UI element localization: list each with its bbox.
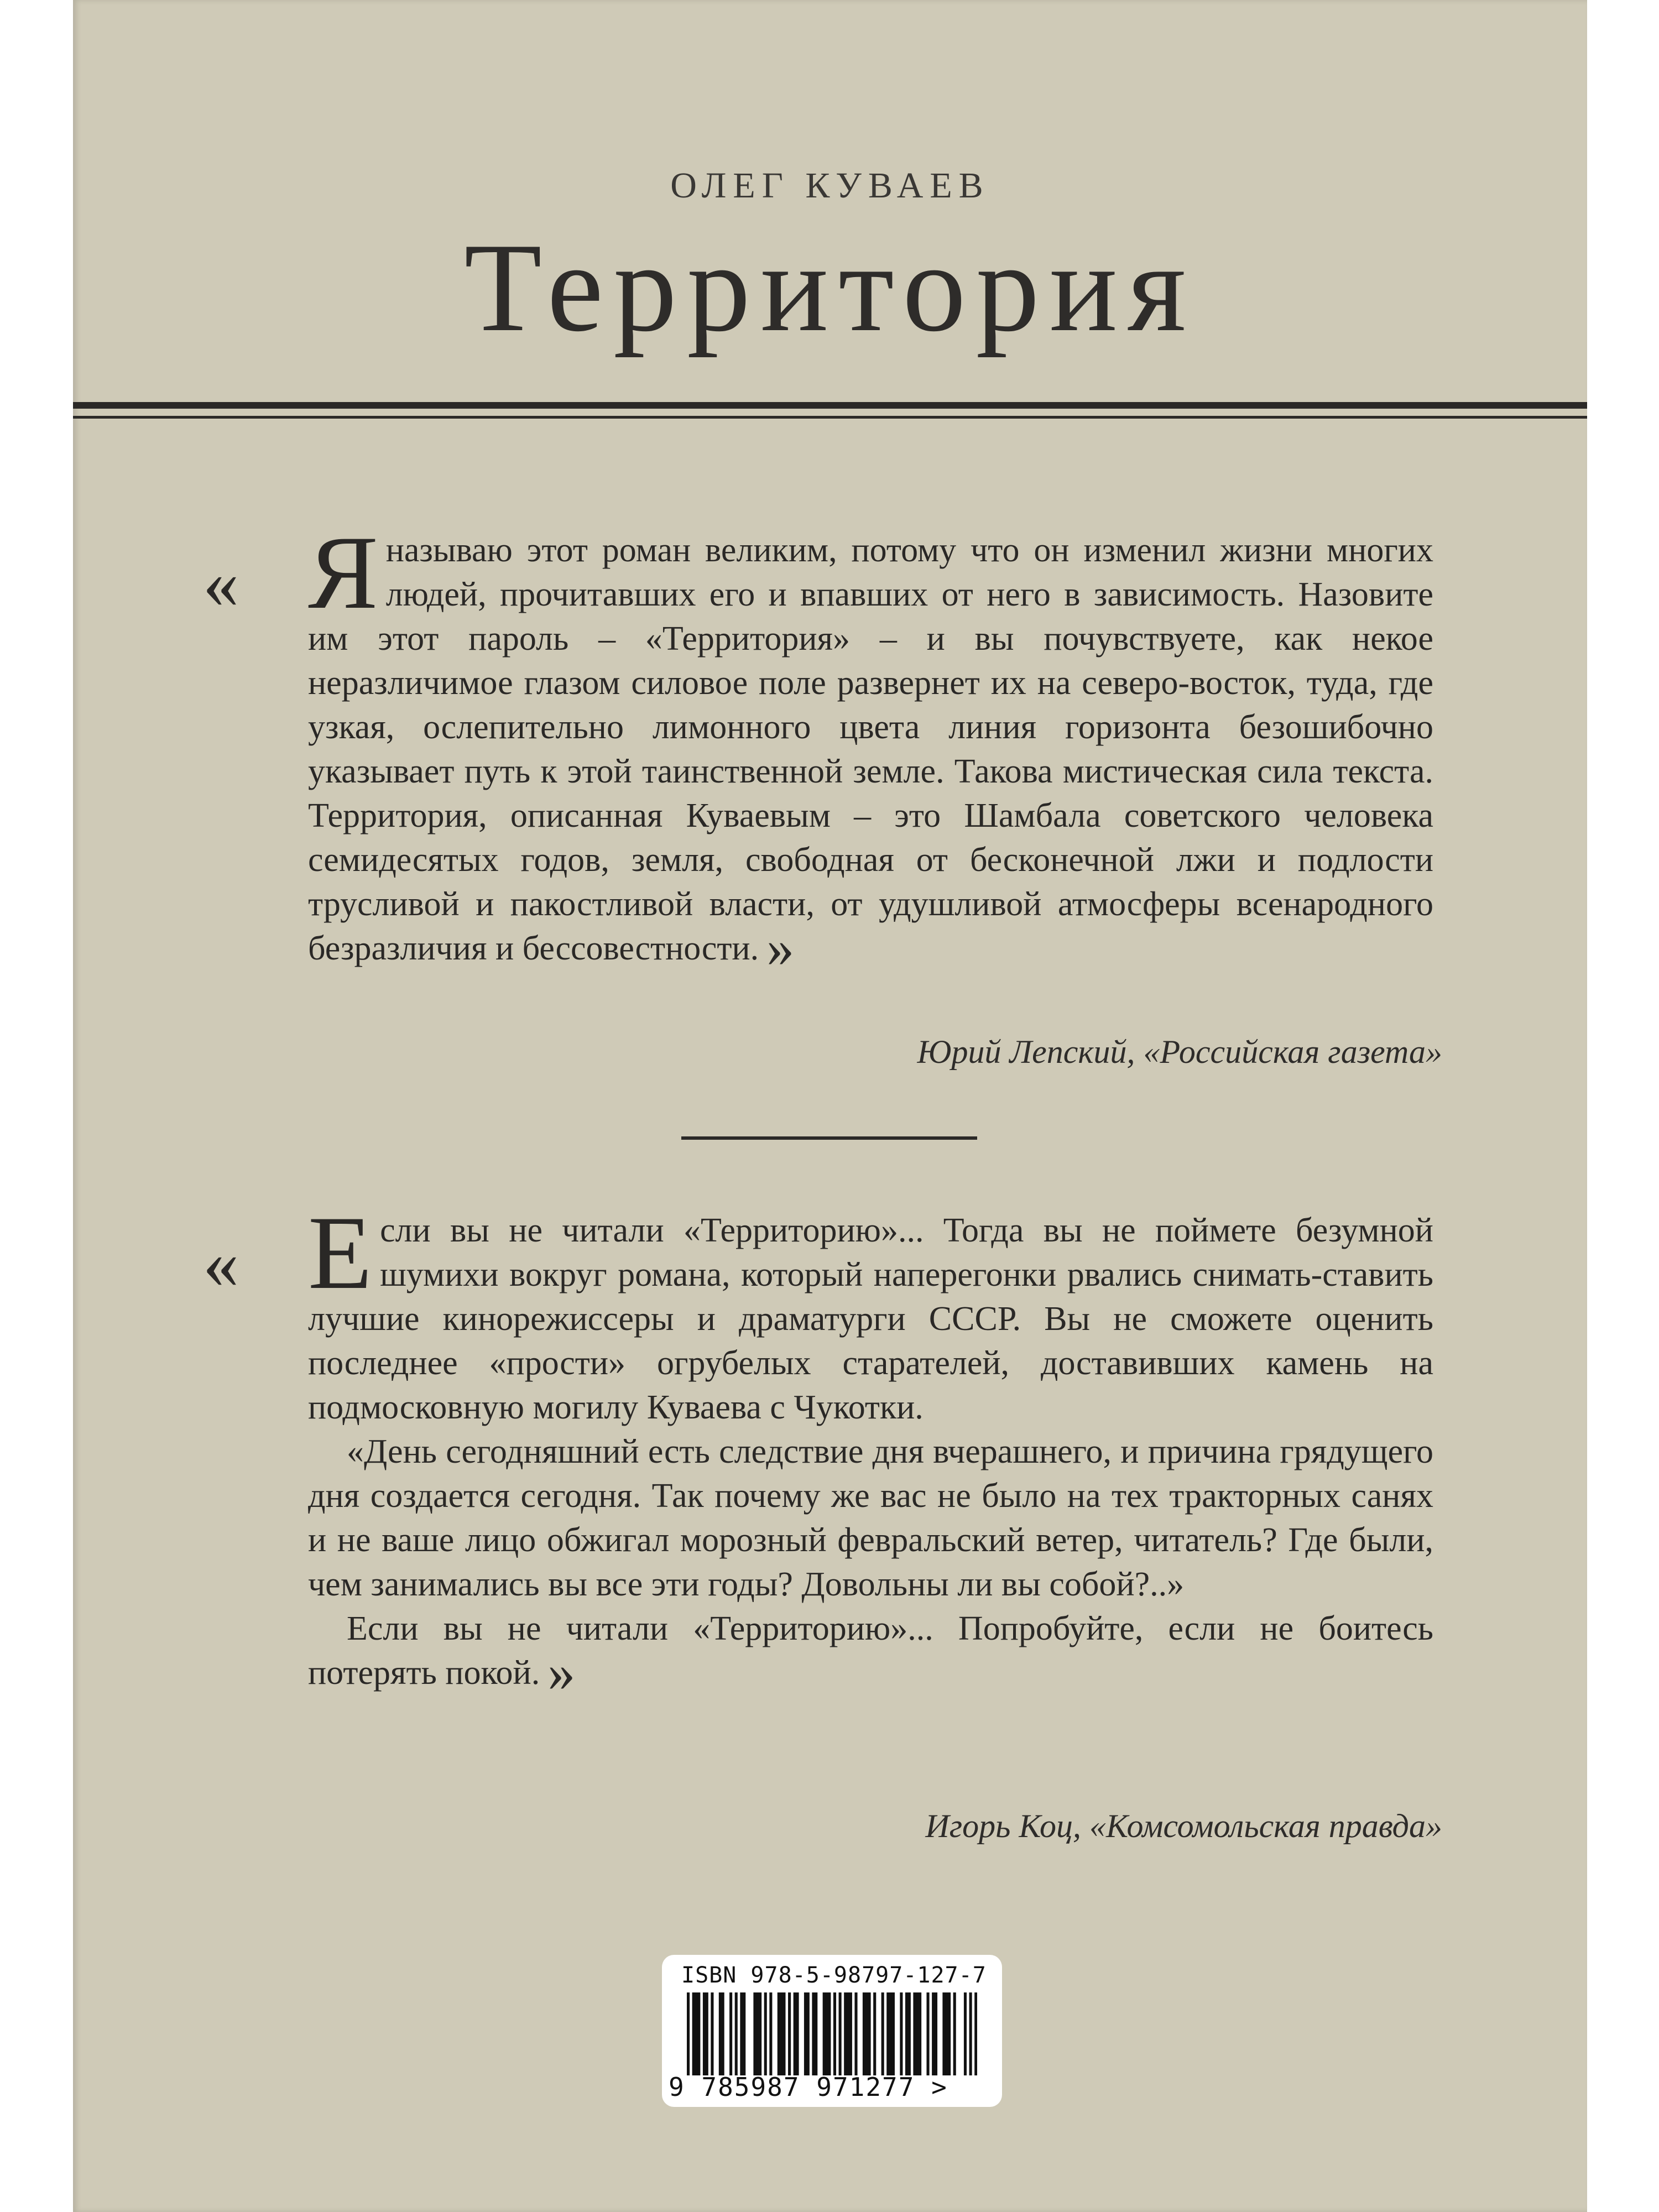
quote-paragraph (308, 515, 1433, 978)
isbn-barcode-label (662, 1955, 1002, 2107)
quote-text: называю этот роман великим, потому что он изменил жизни многих людей, прочитавших его и впавших от него в зависимость. Назовите им этот пароль – «Территория» – и вы почувствуете, как некое неразличимое глазом силовое поле развернет их на северо-восток, туда, где узкая, ослепительно лимонного цвета линия горизонта безошибочно указывает путь к этой таинственной земле. Такова мистическая сила текста. Территория, описанная Куваевым – это Шамбала советского человека семидесятых годов, земля, свободная от бесконечной лжи и подлости трусливой и пакостливой власти, от удушливой атмосферы всенародного безразличия и бессовестности. (308, 531, 1433, 967)
close-quote-mark-1: » (766, 917, 795, 978)
quote-text: Если вы не читали «Территорию»... Попробуйте, если не боитесь потерять покой. (308, 1610, 1433, 1692)
isbn-number: ISBN 978-5-98797-127-7 (681, 1963, 987, 1988)
quote-attribution-2: Игорь Коц, «Комсомольская правда» (925, 1808, 1442, 1844)
review-quote-1 (308, 515, 1433, 978)
review-quote-2 (308, 1195, 1433, 1703)
dropcap-letter: Я (308, 515, 378, 631)
quote-text: сли вы не читали «Территорию»... Тогда вы не поймете безумной шумихи вокруг романа, который наперегонки рвались снимать-ставить лучшие кинорежиссеры и драматурги СССР. Вы не сможете оценить последнее «прости» огрубелых старателей, доставивших камень на подмосковную могилу Куваева с Чукотки. (308, 1212, 1433, 1426)
section-divider (681, 1136, 977, 1140)
barcode-icon (687, 1992, 977, 2075)
header-rule-thin (73, 416, 1587, 419)
dropcap-letter: Е (308, 1195, 373, 1311)
header-rule-thick (73, 402, 1587, 409)
background-left (0, 0, 73, 2212)
quote-paragraph (308, 1195, 1433, 1430)
close-quote-mark-2: » (547, 1641, 576, 1703)
book-title: Территория (464, 217, 1196, 358)
open-quote-mark-2: « (203, 1224, 239, 1303)
author-name: ОЛЕГ КУВАЕВ (670, 165, 990, 206)
quote-attribution-1: Юрий Лепский, «Российская газета» (917, 1034, 1442, 1070)
barcode-digits: 9 785987 971277 > (669, 2072, 948, 2102)
open-quote-mark-1: « (203, 544, 239, 623)
quote-paragraph: «День сегодняшний есть следствие дня вчерашнего, и причина грядущего дня создается сегодня. Так почему же вас не было на тех тракторных санях и не ваше лицо обжигал морозный февральский ветер, читатель? Где были, чем занимались вы все эти годы? Довольны ли вы собой?..» (308, 1433, 1433, 1603)
background-right (1587, 0, 1659, 2212)
book-back-cover (73, 0, 1587, 2212)
quote-paragraph (308, 1606, 1433, 1703)
